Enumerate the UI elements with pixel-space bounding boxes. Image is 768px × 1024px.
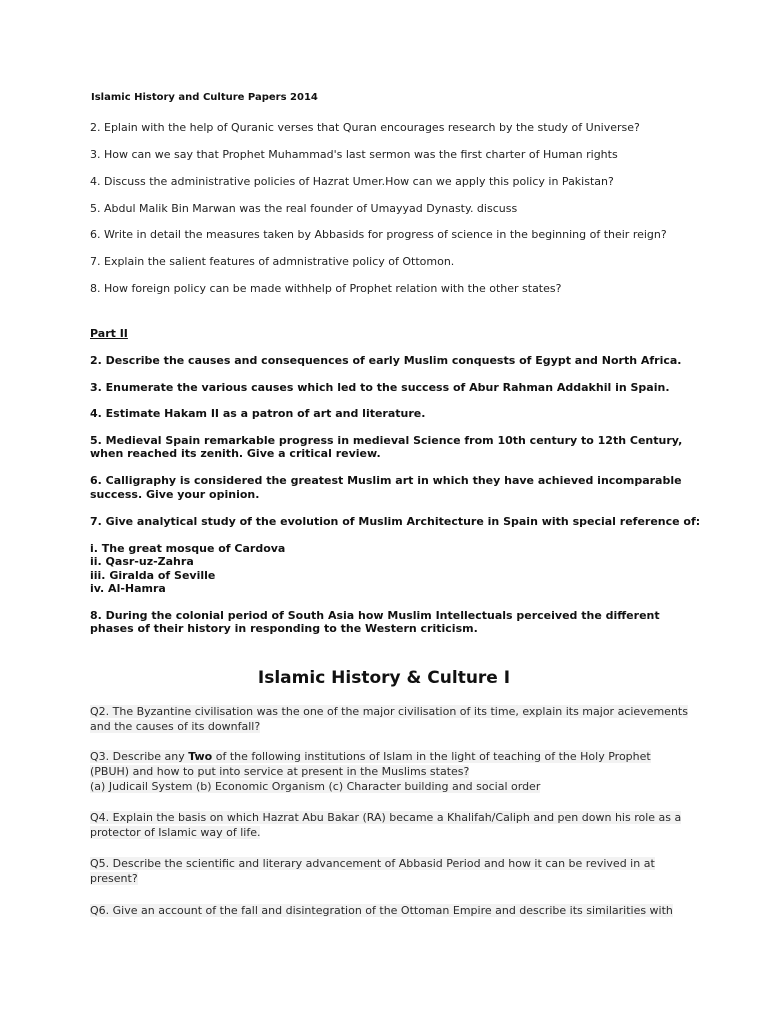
section-question-q3: [90, 749, 700, 794]
question-text: and the causes of its downfall?: [90, 720, 261, 733]
list-item: iii. Giralda of Seville: [90, 569, 216, 582]
part1-question: 4. Discuss the administrative policies of Hazrat Umer.How can we apply this policy in Pakistan?: [90, 175, 614, 188]
part2-question: 5. Medieval Spain remarkable progress in medieval Science from 10th century to 12th Century,: [90, 434, 683, 447]
part2-question: 7. Give analytical study of the evolution of Muslim Architecture in Spain with special reference of:: [90, 515, 701, 528]
part1-question: 7. Explain the salient features of admnistrative policy of Ottomon.: [90, 255, 455, 268]
question-text-part: Q3. Describe any: [90, 750, 189, 763]
list-item: ii. Qasr-uz-Zahra: [90, 555, 194, 568]
question-text: Q5. Describe the scientific and literary advancement of Abbasid Period and how it can be revived in at: [90, 857, 655, 870]
part2-question-continued: success. Give your opinion.: [90, 488, 260, 501]
part2-question: 2. Describe the causes and consequences of early Muslim conquests of Egypt and North Africa.: [90, 354, 682, 367]
section-question-q6: [90, 903, 700, 918]
emphasis-text: Two: [188, 750, 213, 763]
part1-question: 2. Eplain with the help of Quranic verses that Quran encourages research by the study of Universe?: [90, 121, 640, 134]
question-text: (PBUH) and how to put into service at present in the Muslims states?: [90, 765, 470, 778]
question-text: [90, 750, 651, 763]
part1-question: 3. How can we say that Prophet Muhammad's last sermon was the first charter of Human rights: [90, 148, 618, 161]
question-text: Q2. The Byzantine civilisation was the one of the major civilisation of its time, explain its major acievements: [90, 705, 688, 718]
question-text: Q4. Explain the basis on which Hazrat Abu Bakar (RA) became a Khalifah/Caliph and pen down his role as a: [90, 811, 682, 824]
section-question-q2: [90, 704, 700, 734]
question-text: Q6. Give an account of the fall and disintegration of the Ottoman Empire and describe its similarities with: [90, 904, 673, 917]
document-title: Islamic History and Culture Papers 2014: [91, 92, 318, 103]
section-question-q4: [90, 810, 700, 840]
section-title: Islamic History & Culture I: [257, 668, 511, 688]
part2-question: 4. Estimate Hakam II as a patron of art and literature.: [90, 407, 426, 420]
question-text-part: of the following institutions of Islam in the light of teaching of the Holy Prophet: [212, 750, 651, 763]
list-item: iv. Al-Hamra: [90, 582, 166, 595]
question-text: (a) Judicail System (b) Economic Organism (c) Character building and social order: [90, 780, 541, 793]
list-item: i. The great mosque of Cardova: [90, 542, 286, 555]
part2-question: 6. Calligraphy is considered the greatest Muslim art in which they have achieved incomparable: [90, 474, 682, 487]
question-text: protector of Islamic way of life.: [90, 826, 261, 839]
part1-question: 8. How foreign policy can be made withhelp of Prophet relation with the other states?: [90, 282, 562, 295]
part2-question: 3. Enumerate the various causes which led to the success of Abur Rahman Addakhil in Spain.: [90, 381, 670, 394]
section-question-q5: [90, 856, 700, 886]
part2-question-continued: when reached its zenith. Give a critical review.: [90, 447, 381, 460]
part1-question: 6. Write in detail the measures taken by Abbasids for progress of science in the beginning of their reign?: [90, 228, 667, 241]
question-text: present?: [90, 872, 138, 885]
part2-question-continued: phases of their history in responding to the Western criticism.: [90, 622, 478, 635]
part2-question: 8. During the colonial period of South Asia how Muslim Intellectuals perceived the different: [90, 609, 660, 622]
part1-question: 5. Abdul Malik Bin Marwan was the real founder of Umayyad Dynasty. discuss: [90, 202, 518, 215]
part2-heading: Part II: [90, 327, 128, 340]
